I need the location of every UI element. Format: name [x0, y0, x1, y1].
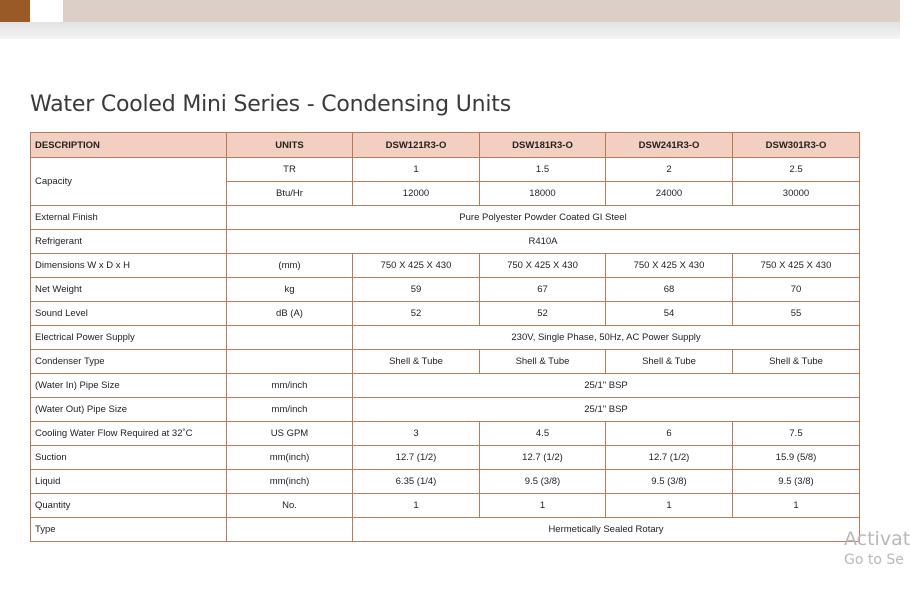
table-cell: 12.7 (1/2) [353, 446, 480, 470]
header-model-2: DSW181R3-O [480, 133, 606, 158]
table-cell: 1 [606, 494, 733, 518]
table-cell: 9.5 (3/8) [480, 470, 606, 494]
header-model-3: DSW241R3-O [606, 133, 733, 158]
table-cell: 750 X 425 X 430 [480, 254, 606, 278]
row-label: (Water In) Pipe Size [31, 374, 227, 398]
row-unit: mm/inch [227, 374, 353, 398]
table-cell: 4.5 [480, 422, 606, 446]
table-cell: 2 [606, 158, 733, 182]
table-cell-merged: R410A [227, 230, 860, 254]
table-cell: Shell & Tube [733, 350, 860, 374]
header-units: UNITS [227, 133, 353, 158]
row-unit: mm/inch [227, 398, 353, 422]
row-unit: No. [227, 494, 353, 518]
row-label: Capacity [31, 158, 227, 206]
table-row [31, 470, 860, 494]
table-cell: 1 [353, 158, 480, 182]
table-cell: 1 [733, 494, 860, 518]
table-cell: 52 [480, 302, 606, 326]
table-cell: 6.35 (1/4) [353, 470, 480, 494]
table-cell: 750 X 425 X 430 [606, 254, 733, 278]
table-row [31, 518, 860, 542]
table-cell: 1.5 [480, 158, 606, 182]
table-cell: Shell & Tube [353, 350, 480, 374]
row-label: Electrical Power Supply [31, 326, 227, 350]
table-cell: 1 [480, 494, 606, 518]
row-label: (Water Out) Pipe Size [31, 398, 227, 422]
row-label: Cooling Water Flow Required at 32˚C [31, 422, 227, 446]
table-cell: 12000 [353, 182, 480, 206]
table-cell: 54 [606, 302, 733, 326]
table-cell: 2.5 [733, 158, 860, 182]
table-cell: 70 [733, 278, 860, 302]
watermark-line-1: Activat [844, 528, 910, 550]
table-cell-merged: Pure Polyester Powder Coated GI Steel [227, 206, 860, 230]
header-model-1: DSW121R3-O [353, 133, 480, 158]
top-bar [0, 0, 900, 22]
table-cell: 750 X 425 X 430 [733, 254, 860, 278]
table-cell: 67 [480, 278, 606, 302]
row-unit: kg [227, 278, 353, 302]
table-cell: 30000 [733, 182, 860, 206]
row-unit: Btu/Hr [227, 182, 353, 206]
table-row [31, 254, 860, 278]
row-unit: US GPM [227, 422, 353, 446]
watermark-line-2: Go to Se [844, 552, 904, 568]
row-label: Quantity [31, 494, 227, 518]
table-row [31, 422, 860, 446]
table-cell: 59 [353, 278, 480, 302]
table-row [31, 446, 860, 470]
row-unit [227, 350, 353, 374]
table-cell: 55 [733, 302, 860, 326]
table-row [31, 158, 860, 182]
table-cell-merged: 25/1" BSP [353, 398, 860, 422]
brand-swatch [0, 0, 30, 22]
table-cell: 6 [606, 422, 733, 446]
row-label: External Finish [31, 206, 227, 230]
table-row [31, 374, 860, 398]
spec-table [30, 132, 860, 542]
top-tab [30, 0, 63, 22]
table-cell: 24000 [606, 182, 733, 206]
table-cell: 52 [353, 302, 480, 326]
row-unit: (mm) [227, 254, 353, 278]
row-label: Net Weight [31, 278, 227, 302]
table-row [31, 398, 860, 422]
table-cell-merged: Hermetically Sealed Rotary [353, 518, 860, 542]
table-cell-merged: 230V, Single Phase, 50Hz, AC Power Supply [353, 326, 860, 350]
header-model-4: DSW301R3-O [733, 133, 860, 158]
row-unit: mm(inch) [227, 446, 353, 470]
table-row [31, 350, 860, 374]
row-unit: dB (A) [227, 302, 353, 326]
table-cell: 9.5 (3/8) [733, 470, 860, 494]
table-row [31, 230, 860, 254]
row-label: Sound Level [31, 302, 227, 326]
table-cell: Shell & Tube [480, 350, 606, 374]
row-unit: TR [227, 158, 353, 182]
table-row [31, 278, 860, 302]
table-row [31, 302, 860, 326]
row-label: Suction [31, 446, 227, 470]
table-cell: 1 [353, 494, 480, 518]
row-unit [227, 326, 353, 350]
table-cell: 9.5 (3/8) [606, 470, 733, 494]
table-header-row [31, 133, 860, 158]
table-cell: 12.7 (1/2) [606, 446, 733, 470]
row-label: Refrigerant [31, 230, 227, 254]
table-cell: 15.9 (5/8) [733, 446, 860, 470]
row-label: Condenser Type [31, 350, 227, 374]
table-cell: 750 X 425 X 430 [353, 254, 480, 278]
table-cell: 7.5 [733, 422, 860, 446]
table-row [31, 494, 860, 518]
table-cell: 3 [353, 422, 480, 446]
row-label: Dimensions W x D x H [31, 254, 227, 278]
row-unit [227, 518, 353, 542]
row-label: Type [31, 518, 227, 542]
header-shadow [0, 22, 900, 39]
page-title: Water Cooled Mini Series - Condensing Units [30, 92, 511, 117]
activation-watermark [844, 528, 910, 568]
table-cell: 18000 [480, 182, 606, 206]
header-description: DESCRIPTION [31, 133, 227, 158]
table-row [31, 206, 860, 230]
table-cell-merged: 25/1" BSP [353, 374, 860, 398]
table-cell: 68 [606, 278, 733, 302]
row-unit: mm(inch) [227, 470, 353, 494]
table-cell: 12.7 (1/2) [480, 446, 606, 470]
table-cell: Shell & Tube [606, 350, 733, 374]
row-label: Liquid [31, 470, 227, 494]
table-row [31, 326, 860, 350]
